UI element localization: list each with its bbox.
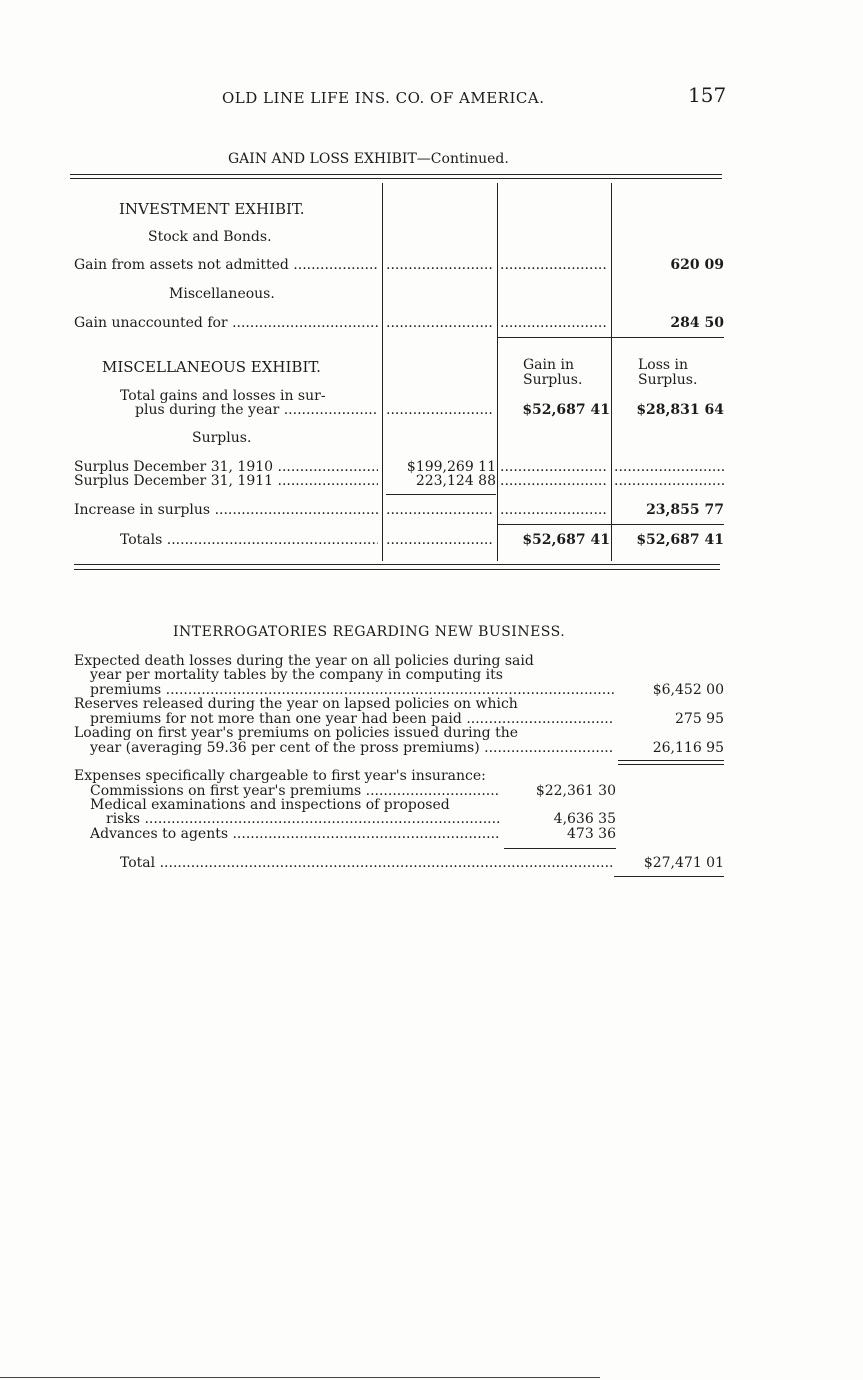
medical-amount: 4,636 35: [553, 811, 616, 827]
expected-deaths-amount: $6,452 00: [652, 682, 724, 698]
scan-edge-line: [0, 1377, 600, 1378]
dot-leader: [500, 502, 608, 518]
totals-loss: $52,687 41: [636, 532, 724, 548]
table-bottom-rule: [74, 564, 720, 565]
advances-amount: 473 36: [567, 826, 616, 842]
misc-exhibit-heading: MISCELLANEOUS EXHIBIT.: [102, 358, 321, 376]
subtotal-rule: [498, 337, 724, 338]
surplus-1911-label: Surplus December 31, 1911 .....: [74, 473, 378, 489]
totals-label: Totals .....: [120, 532, 378, 548]
dot-leader: [386, 402, 494, 418]
column-rule-1: [382, 183, 383, 561]
increase-surplus-label: Increase in surplus .....: [74, 502, 378, 518]
table-bottom-rule-2: [74, 569, 720, 570]
dot-leader: [500, 473, 608, 489]
medical-line-2: risks .....: [106, 811, 500, 827]
running-title: OLD LINE LIFE INS. CO. OF AMERICA.: [222, 89, 545, 107]
page-number: 157: [688, 83, 727, 107]
total-gains-losses-gain: $52,687 41: [522, 402, 610, 418]
dot-leader: [386, 315, 494, 331]
total-gains-losses-label-2: plus during the year .....: [135, 402, 378, 418]
reserves-released-amount: 275 95: [675, 711, 724, 727]
increase-surplus-loss: 23,855 77: [646, 502, 724, 518]
column-rule-2: [497, 183, 498, 561]
expenses-heading: Expenses specifically chargeable to first year's insurance:: [74, 768, 486, 784]
stock-bonds-heading: Stock and Bonds.: [148, 229, 272, 245]
commissions-amount: $22,361 30: [535, 783, 616, 799]
column-rule-3: [611, 183, 612, 561]
loss-column-header: Loss in Surplus.: [638, 357, 698, 388]
gain-column-header: Gain in Surplus.: [523, 357, 583, 388]
total-gains-losses-loss: $28,831 64: [636, 402, 724, 418]
surplus-1910-label: Surplus December 31, 1910 .....: [74, 459, 378, 475]
loading-line-1: Loading on first year's premiums on policies issued during the: [74, 725, 519, 741]
totals-rule: [498, 524, 724, 525]
dot-leader: [386, 502, 494, 518]
interrogatories-title: INTERROGATORIES REGARDING NEW BUSINESS.: [173, 624, 566, 640]
expenses-total-rule: [614, 876, 724, 877]
expected-deaths-line-1: Expected death losses during the year on all policies during said: [74, 653, 534, 669]
medical-line-1: Medical examinations and inspections of proposed: [90, 797, 450, 813]
totals-gain: $52,687 41: [522, 532, 610, 548]
reserves-released-line-1: Reserves released during the year on lapsed policies on which: [74, 696, 518, 712]
dot-leader: [614, 473, 724, 489]
gain-unaccounted-label: Gain unaccounted for .....: [74, 315, 378, 331]
total-gains-losses-label-1: Total gains and losses in sur-: [120, 388, 326, 404]
surplus-1911-amount: 223,124 88: [415, 473, 496, 489]
expenses-total-amount: $27,471 01: [643, 855, 724, 871]
surplus-1910-amount: $199,269 11: [406, 459, 496, 475]
loading-amount: 26,116 95: [652, 740, 724, 756]
expected-deaths-line-2: year per mortality tables by the company in computing its: [90, 667, 503, 683]
gain-assets-loss: 620 09: [670, 257, 724, 273]
gain-assets-label: Gain from assets not admitted .....: [74, 257, 378, 273]
surplus-heading: Surplus.: [192, 430, 252, 446]
table-top-rule: [70, 174, 722, 175]
advances-label: Advances to agents .....: [90, 826, 500, 842]
reserves-released-line-2: premiums for not more than one year had been paid .....: [90, 711, 614, 727]
gain-unaccounted-loss: 284 50: [670, 315, 724, 331]
expenses-total-label: Total .....: [120, 855, 614, 871]
dot-leader: [500, 315, 608, 331]
commissions-label: Commissions on first year's premiums .....: [90, 783, 500, 799]
dot-leader: [386, 257, 494, 273]
loading-double-rule: [618, 760, 724, 761]
loading-double-rule-2: [618, 764, 724, 765]
investment-exhibit-heading: INVESTMENT EXHIBIT.: [119, 200, 305, 218]
gain-loss-title: GAIN AND LOSS EXHIBIT—Continued.: [228, 151, 509, 167]
expected-deaths-line-3: premiums .....: [90, 682, 614, 698]
dot-leader: [386, 532, 494, 548]
expenses-sum-rule: [504, 848, 616, 849]
surplus-difference-rule: [386, 494, 496, 495]
dot-leader: [500, 257, 608, 273]
misc-subheading: Miscellaneous.: [169, 286, 275, 302]
loading-line-2: year (averaging 59.36 per cent of the pross premiums) .....: [90, 740, 614, 756]
table-top-rule-2: [70, 178, 722, 179]
